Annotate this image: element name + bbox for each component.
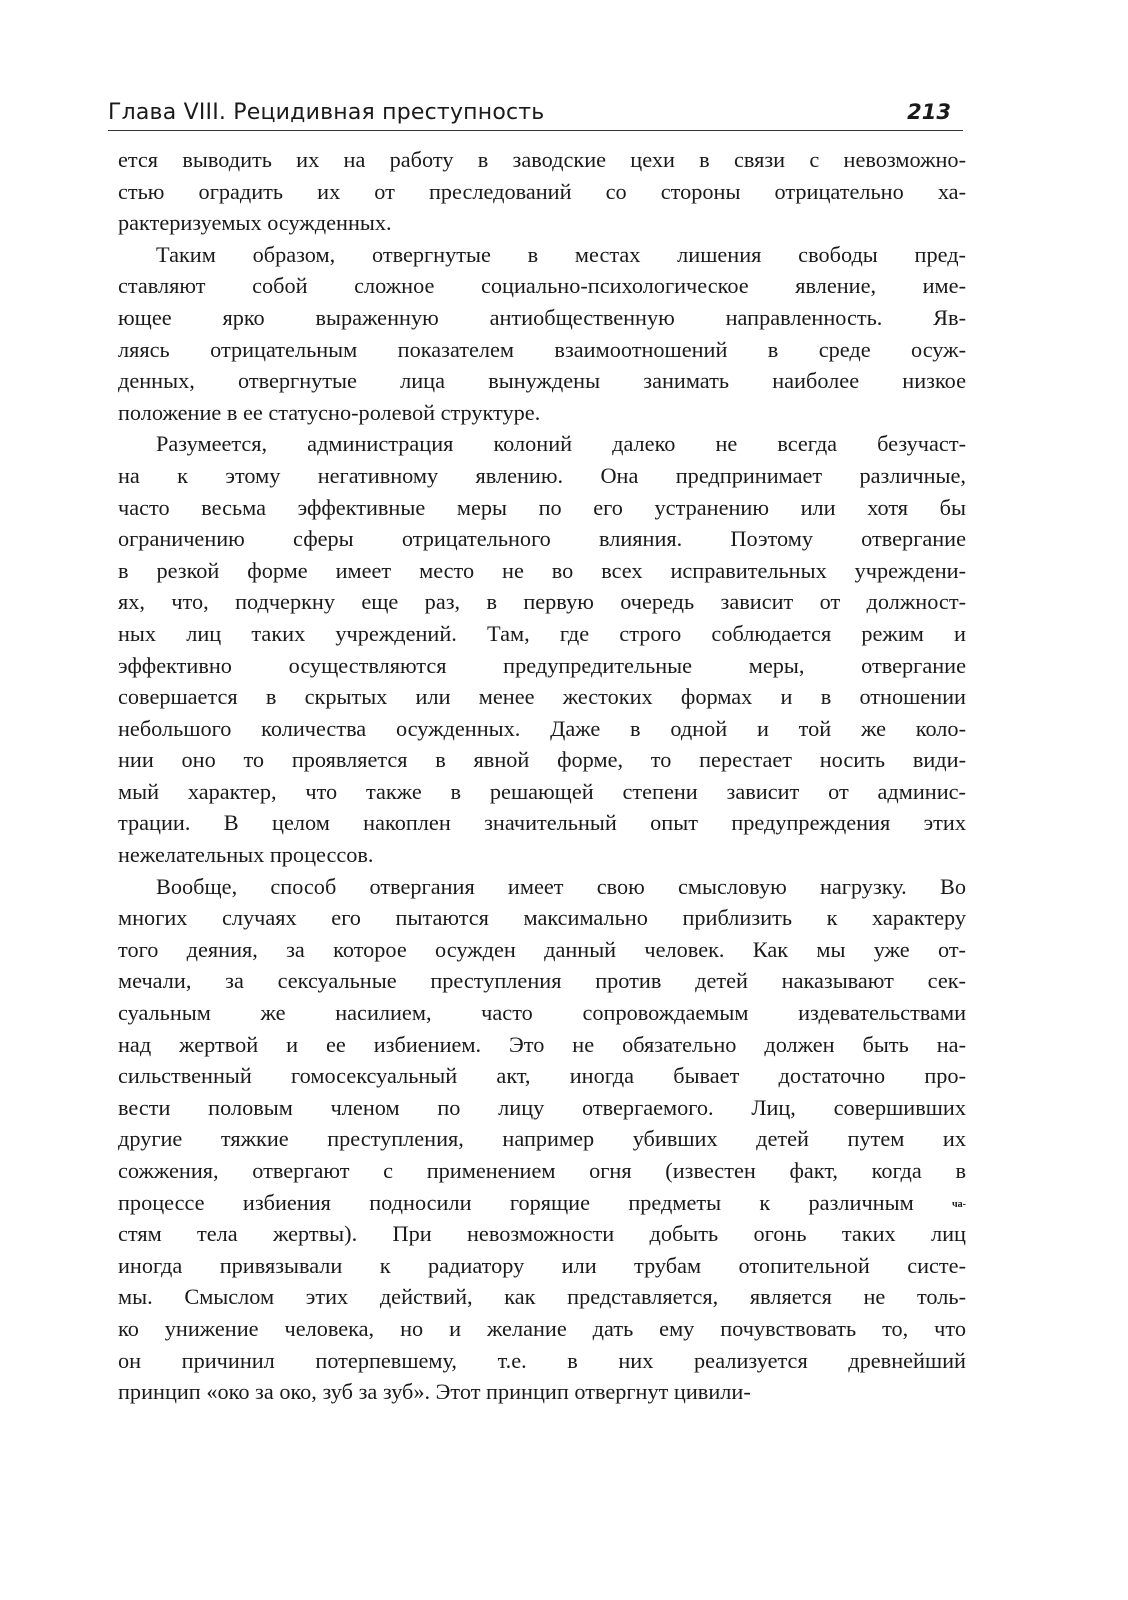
body-text bbox=[118, 144, 966, 1408]
text-line: он причинил потерпевшему, т.е. в них реализуется древнейший bbox=[118, 1347, 966, 1373]
running-head: Глава VIII. Рецидивная преступность bbox=[108, 100, 545, 125]
text-line: нии оно то проявляется в явной форме, то перестает носить види- bbox=[118, 747, 966, 773]
text-line: небольшого количества осужденных. Даже в одной и той же коло- bbox=[118, 715, 966, 741]
small-fragment: ча- bbox=[952, 1198, 966, 1210]
text-line: ях, что, подчеркну еще раз, в первую очередь зависит от должност- bbox=[118, 589, 966, 615]
text-line: ющее ярко выраженную антиобщественную направленность. Яв- bbox=[118, 304, 966, 330]
text-line: мы. Смыслом этих действий, как представляется, является не толь- bbox=[118, 1284, 966, 1310]
text-line: того деяния, за которое осужден данный человек. Как мы уже от- bbox=[118, 936, 966, 962]
text-line: Таким образом, отвергнутые в местах лишения свободы пред- bbox=[156, 241, 966, 267]
text-line: иногда привязывали к радиатору или трубам отопительной систе- bbox=[118, 1252, 966, 1278]
text-line: вести половым членом по лицу отвергаемого. Лиц, совершивших bbox=[118, 1094, 966, 1120]
text-line: эффективно осуществляются предупредительные меры, отвергание bbox=[118, 652, 966, 678]
text-fragment: процессе избиения подносили горящие предметы к различным bbox=[118, 1189, 914, 1215]
page-header bbox=[108, 92, 963, 131]
text-line: сильственный гомосексуальный акт, иногда бывает достаточно про- bbox=[118, 1063, 966, 1089]
text-line: Разумеется, администрация колоний далеко не всегда безучаст- bbox=[156, 431, 966, 457]
text-line: суальным же насилием, часто сопровождаемым издевательствами bbox=[118, 1000, 966, 1026]
text-line: ставляют собой сложное социально-психологическое явление, име- bbox=[118, 273, 966, 299]
text-line: ляясь отрицательным показателем взаимоотношений в среде осуж- bbox=[118, 336, 966, 362]
text-line: многих случаях его пытаются максимально приблизить к характеру bbox=[118, 905, 966, 931]
text-line: над жертвой и ее избиением. Это не обязательно должен быть на- bbox=[118, 1031, 966, 1057]
text-line: нежелательных процессов. bbox=[118, 842, 374, 868]
text-line: совершается в скрытых или менее жестоких формах и в отношении bbox=[118, 684, 966, 710]
text-line: на к этому негативному явлению. Она предпринимает различные, bbox=[118, 462, 966, 488]
text-line: принцип «око за око, зуб за зуб». Этот принцип отвергнут цивили- bbox=[118, 1379, 751, 1405]
text-line: ется выводить их на работу в заводские цехи в связи с невозможно- bbox=[118, 147, 966, 172]
paragraph bbox=[118, 428, 966, 870]
text-line: ко унижение человека, но и желание дать ему почувствовать то, что bbox=[118, 1315, 966, 1341]
text-line: мый характер, что также в решающей степени зависит от админис- bbox=[118, 778, 966, 804]
page-number: 213 bbox=[907, 100, 951, 124]
text-line: ных лиц таких учреждений. Там, где строго соблюдается режим и bbox=[118, 620, 966, 646]
text-line: сожжения, отвергают с применением огня (известен факт, когда в bbox=[118, 1158, 966, 1183]
text-line: денных, отвергнутые лица вынуждены занимать наиболее низкое bbox=[118, 368, 966, 394]
paragraph bbox=[118, 144, 966, 239]
text-line: трации. В целом накоплен значительный опыт предупреждения этих bbox=[118, 810, 966, 836]
paragraph bbox=[118, 239, 966, 429]
text-line: мечали, за сексуальные преступления против детей наказывают сек- bbox=[118, 968, 966, 994]
text-line: стям тела жертвы). При невозможности добыть огонь таких лиц bbox=[118, 1221, 966, 1247]
paragraph bbox=[118, 871, 966, 1408]
text-line: в резкой форме имеет место не во всех исправительных учреждени- bbox=[118, 557, 966, 583]
text-line: рактеризуемых осужденных. bbox=[118, 210, 392, 236]
text-line: Вообще, способ отвергания имеет свою смысловую нагрузку. Во bbox=[156, 873, 966, 899]
text-line: другие тяжкие преступления, например убивших детей путем их bbox=[118, 1126, 966, 1152]
text-line: стью оградить их от преследований со стороны отрицательно ха- bbox=[118, 178, 966, 204]
text-line-with-small-fragment bbox=[118, 1187, 966, 1219]
text-line: часто весьма эффективные меры по его устранению или хотя бы bbox=[118, 494, 966, 520]
text-line: положение в ее статусно-ролевой структуре. bbox=[118, 399, 541, 425]
text-line: ограничению сферы отрицательного влияния. Поэтому отвергание bbox=[118, 526, 966, 552]
